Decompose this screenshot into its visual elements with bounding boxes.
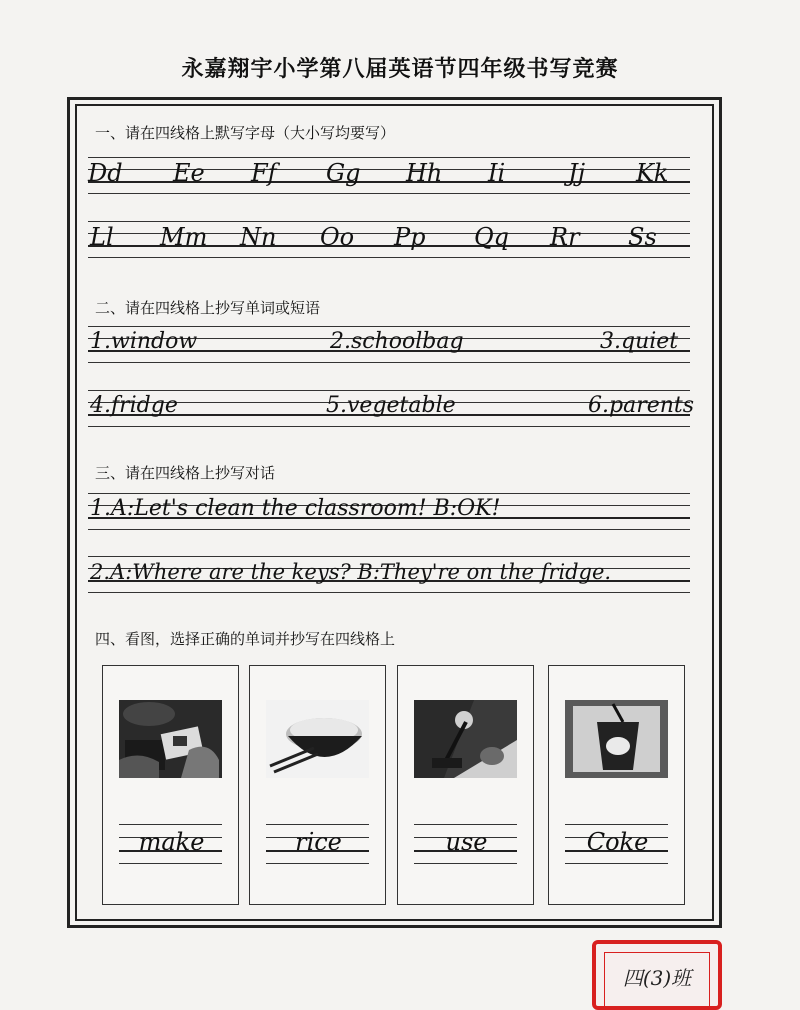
picture-card-3 xyxy=(397,665,534,905)
picture-card-2 xyxy=(249,665,386,905)
coke-cup-picture xyxy=(565,700,668,778)
copied-word: 6.parents xyxy=(588,393,695,418)
picture-card-4 xyxy=(548,665,685,905)
picture-card-1 xyxy=(102,665,239,905)
copied-word: 5.vegetable xyxy=(326,393,456,418)
letter-pair: Kk xyxy=(636,159,669,187)
letter-pair: Ss xyxy=(628,223,657,251)
section4-heading: 四、看图，选择正确的单词并抄写在四线格上 xyxy=(95,630,396,648)
answer-word: Coke xyxy=(586,828,649,856)
hand-using-tool-picture xyxy=(414,700,517,778)
words-row-2 xyxy=(88,390,695,428)
letter-pair: Rr xyxy=(550,223,580,251)
letter-pair: Gg xyxy=(326,159,361,187)
letter-pair: Pp xyxy=(394,223,426,251)
letter-pair: Oo xyxy=(320,223,355,251)
letter-pair: Ll xyxy=(90,223,114,251)
copied-word: 3.quiet xyxy=(600,329,679,354)
dialogue-row-1 xyxy=(88,493,690,531)
letter-pair: Ee xyxy=(173,159,205,187)
letter-pair: Dd xyxy=(88,159,123,187)
bowl-of-rice-picture xyxy=(266,700,369,778)
words-row-1 xyxy=(88,326,690,364)
letter-pair: Qq xyxy=(474,223,510,251)
dialogue-line: 2.A:Where are the keys? B:They're on the fridge. xyxy=(90,560,612,584)
copied-word: 4.fridge xyxy=(90,393,178,418)
letters-row-1 xyxy=(88,157,690,195)
section1-heading: 一、请在四线格上默写字母（大小写均要写） xyxy=(95,124,396,142)
letter-pair: Mm xyxy=(160,223,208,251)
copied-word: 2.schoolbag xyxy=(330,329,464,354)
class-stamp xyxy=(592,940,722,1010)
letter-pair: Nn xyxy=(240,223,277,251)
answer-word: make xyxy=(138,828,205,856)
section2-heading: 二、请在四线格上抄写单词或短语 xyxy=(95,299,321,317)
letter-pair: Ff xyxy=(251,159,277,187)
letter-pair: Ii xyxy=(488,159,506,187)
letter-pair: Hh xyxy=(406,159,443,187)
section3-heading: 三、请在四线格上抄写对话 xyxy=(95,464,276,482)
stamp-text: 四(3)班 xyxy=(622,966,692,990)
hands-making-card-picture xyxy=(119,700,222,778)
answer-word: rice xyxy=(295,828,342,856)
letters-row-2 xyxy=(88,221,690,259)
dialogue-row-2 xyxy=(88,556,690,594)
answer-word: use xyxy=(445,828,488,856)
dialogue-line: 1.A:Let's clean the classroom! B:OK! xyxy=(90,496,501,521)
page-title: 永嘉翔宇小学第八届英语节四年级书写竞赛 xyxy=(181,57,619,82)
copied-word: 1.window xyxy=(90,329,198,354)
letter-pair: Jj xyxy=(568,159,586,187)
